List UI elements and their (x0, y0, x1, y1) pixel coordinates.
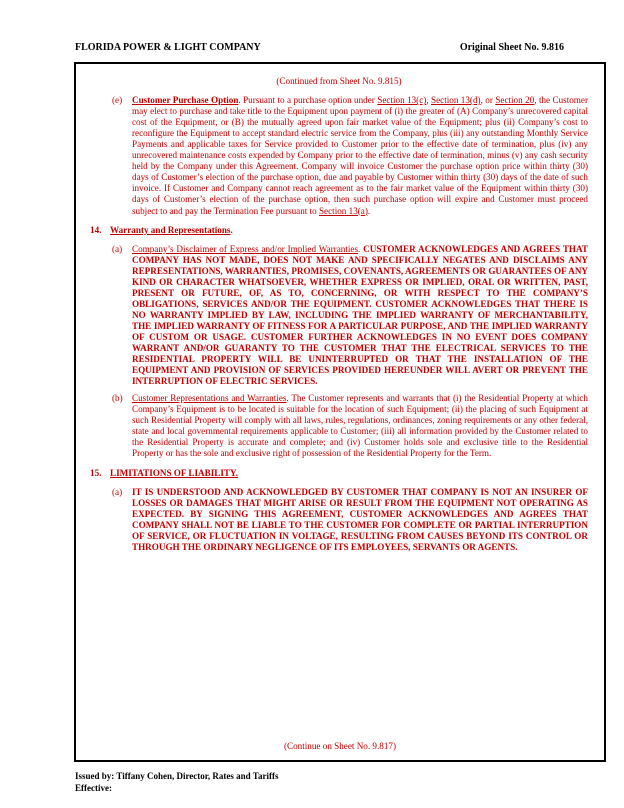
section-number: 14. (90, 224, 102, 235)
section-ref: Section 20 (495, 95, 535, 106)
continued-from-note: (Continued from Sheet No. 9.815) (276, 76, 402, 86)
effective-date-label: Effective: (75, 783, 112, 793)
issued-by: Issued by: Tiffany Cohen, Director, Rates and Tariffs (75, 771, 279, 781)
item-text: . (367, 205, 371, 216)
section-ref: Section 13(c) (377, 95, 427, 106)
section-number: 15. (90, 467, 102, 478)
item-text: IT IS UNDERSTOOD AND ACKNOWLEDGED BY CUSTOMER THAT COMPANY IS NOT AN INSURER OF LOSSES OR DAMAGES THAT MIGHT ARISE OR RESULT FROM THE EQUIPMENT NOT OPERATING AS EXPECTED. BY SIGNING THIS AGREEMENT, CUSTOMER ACKNOWLEDGES AND AGREES THAT COMPANY SHALL NOT BE LIABLE TO THE CUSTOMER FOR COMPLETE OR PARTIAL INTERRUPTION OF SERVICE, OR FLUCTUATION IN VOLTAGE, RESULTING FROM CAUSES BEYOND ITS CONTROL OR THROUGH THE ORDINARY NEGLIGENCE OF ITS EMPLOYEES, SERVANTS OR AGENTS. (132, 486, 588, 552)
item-label: (e) (112, 95, 123, 106)
section-ref: Section 13(d) (431, 95, 481, 106)
item-e-customer-purchase-option (90, 95, 588, 217)
item-text: , (426, 95, 432, 106)
item-text: , the Customer may elect to purchase and take title to the Equipment upon payment of (i) the greater of (A) Company’s unrecovered capital cost of the Equipment, or (B) the mutually agreed upon fair market value of the Equipment; plus (ii) Company’s cost to reconfigure the Equipment to accept standard electric service from the Company, plus (iii) any outstanding Monthly Service Payments and applicable taxes for Service provided to Customer prior to the effective date of termination, plus (iv) any unrecovered maintenance costs expended by Company prior to the effective date of termination, minus (v) any cash security held by the Company under this Agreement. Company will invoice Customer the purchase option price within thirty (30) days of Customer’s election of the purchase option, due and payable by Customer within thirty (30) days of the date of such invoice. If Customer and Company cannot reach agreement as to the fair market value of the Equipment within thirty (30) days of Customer’s election of the purchase option, then such purchase option will expire and Customer must proceed subject to and pay the Termination Fee pursuant to (132, 95, 588, 216)
item-label: (b) (112, 393, 123, 404)
item-title-dot: . (286, 393, 292, 404)
company-name: FLORIDA POWER & LIGHT COMPANY (75, 42, 261, 53)
item-title: Company’s Disclaimer of Express and/or Implied Warranties (132, 243, 358, 254)
item-14a-disclaimer (90, 244, 588, 388)
item-text: CUSTOMER ACKNOWLEDGES AND AGREES THAT COMPANY HAS NOT MADE, DOES NOT MAKE AND SPECIFICALLY NEGATES AND DISCLAIMS ANY REPRESENTATIONS, WARRANTIES, PROMISES, COVENANTS, AGREEMENTS OR GUARANTEES OF ANY KIND OR CHARACTER WHATSOEVER, WHETHER EXPRESS OR IMPLIED, ORAL OR WRITTEN, PAST, PRESENT OR FUTURE, OF, AS TO, CONCERNING, OR WITH RESPECT TO THE COMPANY’S OBLIGATIONS, SERVICES AND/OR THE EQUIPMENT. CUSTOMER ACKNOWLEDGES THAT THERE IS NO WARRANTY IMPLIED BY LAW, INCLUDING THE IMPLIED WARRANTY OF MERCHANTABILITY, THE IMPLIED WARRANTY OF FITNESS FOR A PARTICULAR PURPOSE, AND THE IMPLIED WARRANTY OF CUSTOM OR USAGE. CUSTOMER FURTHER ACKNOWLEDGES IN NO EVENT DOES COMPANY WARRANT AND/OR GUARANTY TO THE CUSTOMER THAT THE ELECTRICAL SERVICES TO THE RESIDENTIAL PROPERTY WILL BE UNINTERRUPTED OR THAT THE INSTALLATION OF THE EQUIPMENT AND PROVISION OF SERVICES PROVIDED HEREUNDER WILL AVERT OR PREVENT THE INTERRUPTION OF ELECTRIC SERVICES. (132, 243, 588, 387)
tariff-sheet-frame (74, 62, 606, 762)
item-title: Customer Purchase Option (132, 95, 239, 106)
item-label: (a) (112, 243, 123, 254)
item-title: Customer Representations and Warranties (132, 393, 287, 404)
item-15a-limitation (90, 487, 588, 553)
section-15-heading (90, 468, 588, 479)
item-text: . Pursuant to a purchase option under (238, 95, 378, 106)
section-ref: Section 13(a) (318, 205, 368, 216)
section-title: Warranty and Representations (110, 224, 231, 235)
continued-on-note: (Continue on Sheet No. 9.817) (283, 740, 397, 751)
item-14b-customer-representations (90, 393, 588, 459)
item-title-dot: . (358, 243, 364, 254)
section-title: LIMITATIONS OF LIABILITY. (110, 467, 239, 478)
tariff-sheet-content (76, 64, 604, 760)
section-title-dot: . (230, 224, 233, 235)
section-14-heading (90, 225, 588, 236)
sheet-number: Original Sheet No. 9.816 (459, 42, 564, 53)
item-label: (a) (112, 486, 123, 497)
item-text: The Customer represents and warrants that (i) the Residential Property at which Company’s Equipment is to be located is suitable for the location of such Equipment; (ii) the placing of such Equipment at such Residential Property will comply with all laws, rules, regulations, ordinances, zoning requirements or any other federal, state and local governmental requirements applicable to Customer; (iii) all information provided by the Customer related to the Residential Property is accurate and complete; and (iv) Customer holds sole and exclusive title to the Residential Property or has the sole and exclusive right of possession of the Residential Property for the Term. (132, 393, 588, 459)
item-text: , or (480, 95, 496, 106)
